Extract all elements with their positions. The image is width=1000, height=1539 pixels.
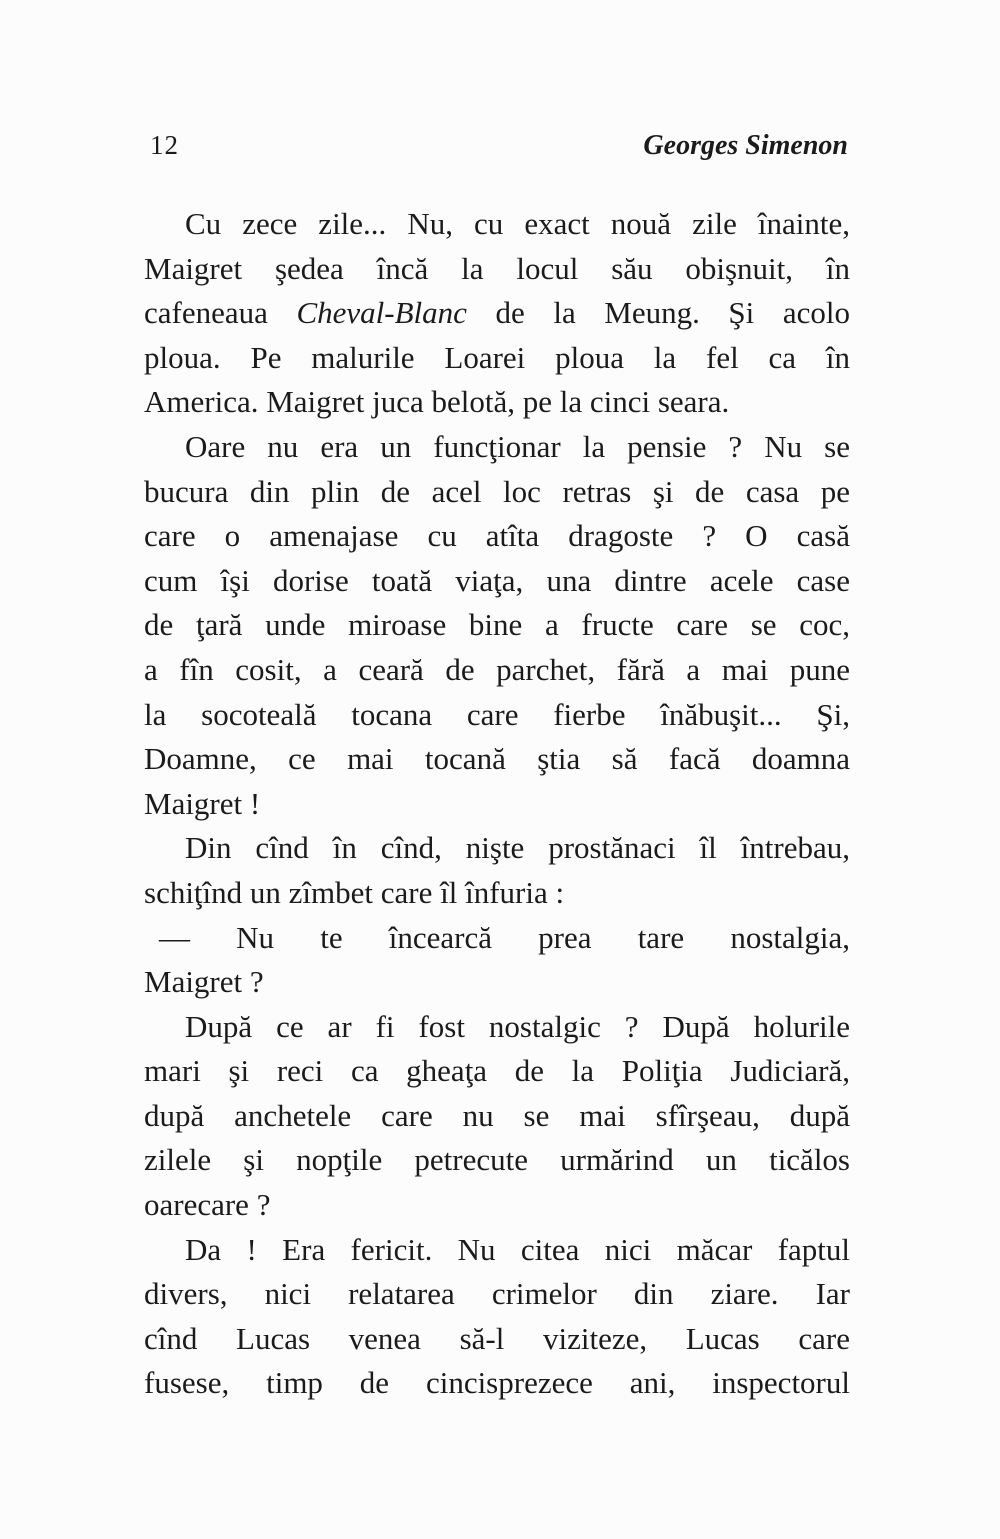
text-line: zilele şi nopţile petrecute urmărind un ticălos xyxy=(144,1142,850,1178)
running-title: Georges Simenon xyxy=(643,130,848,161)
text-line: După ce ar fi fost nostalgic ? După holurile xyxy=(185,1008,850,1044)
text-line: după anchetele care nu se mai sfîrşeau, după xyxy=(144,1097,850,1133)
text-line: cum îşi dorise toată viaţa, una dintre acele case xyxy=(144,562,850,598)
text-segment: de la Meung. Şi acolo xyxy=(466,295,850,331)
text-line: Da ! Era fericit. Nu citea nici măcar faptul xyxy=(185,1231,850,1267)
text-line: oarecare ? xyxy=(144,1187,271,1223)
text-line: cînd Lucas venea să-l viziteze, Lucas care xyxy=(144,1320,850,1356)
page-number: 12 xyxy=(150,130,179,160)
book-title-italic: Cheval-Blanc xyxy=(296,295,467,331)
page-header xyxy=(150,130,848,162)
text-block xyxy=(144,202,850,1406)
text-line: de ţară unde miroase bine a fructe care se coc, xyxy=(144,607,850,643)
text-line: la socoteală tocana care fierbe înăbuşit... Şi, xyxy=(144,696,850,732)
text-line: Din cînd în cînd, nişte prostănaci îl întrebau, xyxy=(185,830,850,866)
text-line: care o amenajase cu atîta dragoste ? O casă xyxy=(144,518,850,554)
text-line: Doamne, ce mai tocană ştia să facă doamna xyxy=(144,741,850,777)
text-segment: cafeneaua xyxy=(144,295,297,331)
text-line: Cu zece zile... Nu, cu exact nouă zile înainte, xyxy=(185,206,850,241)
text-line: schiţînd un zîmbet care îl înfuria : xyxy=(144,874,565,910)
text-line: Oare nu era un funcţionar la pensie ? Nu se xyxy=(185,428,850,464)
text-line: ploua. Pe malurile Loarei ploua la fel ca în xyxy=(144,339,850,375)
text-line: Maigret ! xyxy=(144,785,261,821)
dialogue-line: — Nu te încearcă prea tare nostalgia, xyxy=(159,919,850,955)
text-line: mari şi reci ca gheaţa de la Poliţia Judiciară, xyxy=(144,1053,850,1089)
text-line: Maigret ? xyxy=(144,964,264,1000)
text-line: divers, nici relatarea crimelor din ziare. Iar xyxy=(144,1276,850,1312)
text-line: America. Maigret juca belotă, pe la cinci seara. xyxy=(144,384,730,420)
text-line: Maigret şedea încă la locul său obişnuit, în xyxy=(144,250,850,286)
text-line: fusese, timp de cincisprezece ani, inspectorul xyxy=(144,1365,850,1401)
text-line xyxy=(144,291,850,336)
text-line: bucura din plin de acel loc retras şi de casa pe xyxy=(144,473,850,509)
text-line: a fîn cosit, a ceară de parchet, fără a mai pune xyxy=(144,651,850,687)
